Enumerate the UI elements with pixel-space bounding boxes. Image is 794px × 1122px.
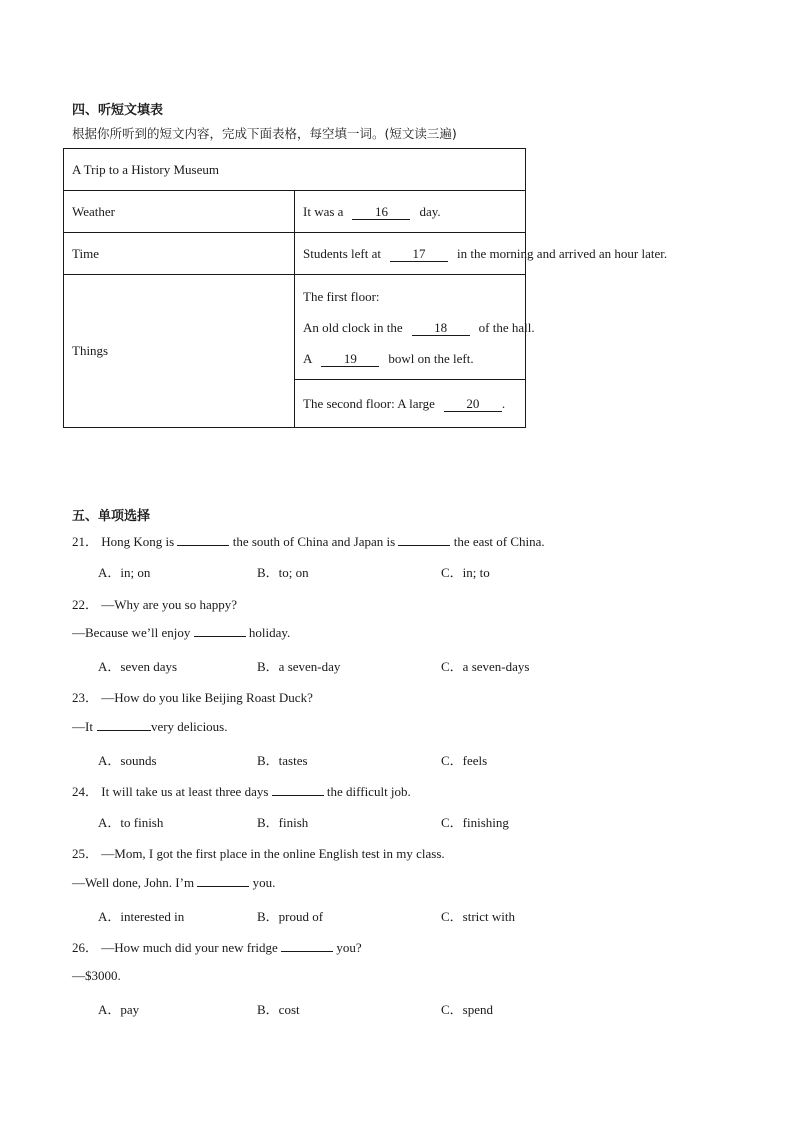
table-title: A Trip to a History Museum [64,149,526,191]
answer-blank[interactable] [398,545,450,546]
question-26-reply: —$3000. [72,968,121,983]
stem-text: —Mom, I got the first place in the online English test in my class. [101,846,445,861]
option-c[interactable]: C．finishing [441,815,509,830]
question-25-stem [72,843,445,862]
section-5-heading: 五、单项选择 [72,509,151,524]
stem-text: Hong Kong is [101,534,175,549]
option-c[interactable]: C．in; to [441,565,490,580]
reply-text: holiday. [248,625,291,640]
question-number: 21． [72,534,99,549]
option-c[interactable]: C．a seven-days [441,659,530,674]
stem-text: —How do you like Beijing Roast Duck? [101,690,313,705]
answer-blank[interactable] [272,795,324,796]
stem-text: you? [336,940,362,955]
answer-blank-17[interactable]: 17 [390,247,448,262]
question-21-stem [72,531,545,550]
question-22-reply [72,625,290,641]
table-row-weather [64,191,526,233]
option-b[interactable]: B．cost [257,1002,300,1017]
option-b[interactable]: B．proud of [257,909,324,924]
stem-text: —Why are you so happy? [101,597,238,612]
answer-blank[interactable] [177,545,229,546]
answer-blank[interactable] [281,951,333,952]
weather-cell [295,191,526,233]
table-row-time [64,233,526,275]
bowl-text-after: bowl on the left. [388,350,474,366]
option-a[interactable]: A．seven days [98,659,178,674]
question-26-stem [72,937,362,956]
option-c[interactable]: C．spend [441,1002,494,1017]
question-25-reply [72,875,275,891]
stem-text: It will take us at least three days [101,784,269,799]
question-22-stem [72,594,237,613]
answer-blank-20[interactable]: 20 [444,397,502,412]
first-floor-line-bowl [303,343,525,374]
weather-text-before: It was a [303,203,344,219]
option-c[interactable]: C．feels [441,753,488,768]
stem-text: the difficult job. [326,784,411,799]
second-floor-text-before: The second floor: A large [303,395,435,411]
stem-text: the south of China and Japan is [232,534,396,549]
reply-text: —Because we’ll enjoy [72,625,191,640]
option-a[interactable]: A．sounds [98,753,157,768]
section-4-instruction: 根据你所听到的短文内容，完成下面表格，每空填一词。(短文读三遍) [72,126,457,141]
time-text-after: in the morning and arrived an hour later. [457,245,668,261]
stem-text: —How much did your new fridge [101,940,278,955]
question-number: 22． [72,597,99,612]
first-floor-cell [295,275,535,380]
first-floor-heading: The first floor: [303,288,380,304]
row-label-time: Time [64,233,295,275]
option-b[interactable]: B．finish [257,815,309,830]
row-label-things: Things [64,275,295,428]
reply-text: —Well done, John. I’m [72,875,195,890]
time-text-before: Students left at [303,245,381,261]
answer-blank-18[interactable]: 18 [412,321,470,336]
option-b[interactable]: B．a seven-day [257,659,341,674]
option-c[interactable]: C．strict with [441,909,516,924]
answer-blank[interactable] [194,636,246,637]
weather-text-after: day. [419,203,441,219]
clock-text-after: of the hall. [478,319,535,335]
question-number: 24． [72,784,99,799]
question-number: 26． [72,940,99,955]
option-a[interactable]: A．pay [98,1002,140,1017]
row-label-weather: Weather [64,191,295,233]
option-b[interactable]: B．tastes [257,753,308,768]
answer-blank-16[interactable]: 16 [352,205,410,220]
option-a[interactable]: A．in; on [98,565,151,580]
clock-text-before: An old clock in the [303,319,403,335]
first-floor-line-clock [303,312,535,343]
question-24-stem [72,781,411,800]
question-number: 23． [72,690,99,705]
answer-blank[interactable] [197,886,249,887]
option-a[interactable]: A．interested in [98,909,185,924]
stem-text: the east of China. [453,534,545,549]
reply-text: —It [72,719,93,734]
fill-in-table [63,148,668,428]
reply-text: very delicious. [150,719,228,734]
section-4-heading: 四、听短文填表 [72,103,164,118]
bowl-text-before: A [303,350,313,366]
option-a[interactable]: A．to finish [98,815,164,830]
option-b[interactable]: B．to; on [257,565,309,580]
table-row-things-first-floor [64,275,526,380]
question-23-reply [72,719,228,735]
reply-text: you. [252,875,276,890]
second-floor-cell [295,380,526,428]
second-floor-text-after: . [501,395,506,411]
question-23-stem [72,687,313,706]
answer-blank-19[interactable]: 19 [321,352,379,367]
time-cell [295,233,668,275]
answer-blank[interactable] [97,730,151,731]
question-number: 25． [72,846,99,861]
